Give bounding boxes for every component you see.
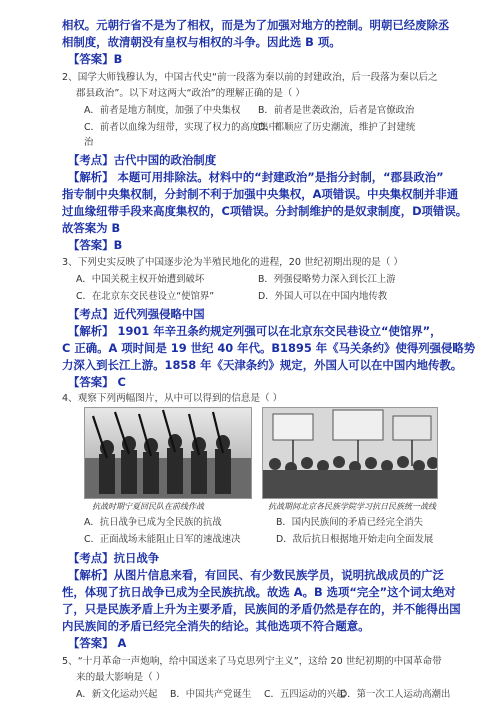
photo-ethnic-students bbox=[262, 407, 438, 499]
q2-explanation-line-2: 指专制中央集权制，分封制不利于加强中央集权，A项错误。中央集权制并非通 bbox=[62, 187, 459, 201]
q4-option-a: A．抗日战争已成为全民族的抗战 bbox=[84, 517, 222, 528]
q3-option-a: A．中国关税主权开始遭到破坏 bbox=[76, 274, 205, 285]
q4-option-c: C．正面战场未能阻止日军的速战速决 bbox=[84, 534, 241, 545]
q4-explanation-line-1: 【解析】从图片信息来看，有回民、有少数民族学员，说明抗战成员的广泛 bbox=[68, 568, 444, 582]
q5-option-d: D．第一次工人运动高潮出 bbox=[340, 689, 451, 700]
q5-option-c: C．五四运动的兴起 bbox=[264, 689, 346, 700]
q2-explanation-line-4: 故答案为 B bbox=[62, 221, 121, 235]
q2-answer: 【答案】B bbox=[68, 238, 123, 252]
q2-option-d-line-2: 治 bbox=[84, 137, 94, 148]
q2-option-c: C．前者以血缘为纽带，实现了权力的高度集中 bbox=[84, 122, 279, 133]
q4-explanation-line-4: 内民族间的矛盾已经完全消失的结论。其他选项不符合题意。 bbox=[62, 619, 370, 633]
q2-kaodian: 【考点】古代中国的政治制度 bbox=[68, 153, 217, 167]
q4-stem: 4、观察下列两幅图片，从中可以得到的信息是（ ） bbox=[62, 393, 283, 404]
q3-kaodian: 【考点】近代列强侵略中国 bbox=[68, 307, 205, 321]
q2-explanation-line-3: 过血缘纽带手段来高度集权的，C项错误。分封制维护的是奴隶制度，D项错误。 bbox=[62, 204, 468, 218]
q5-stem-line-2: 来的最大影响是（ ） bbox=[76, 672, 166, 683]
q2-option-b: B．前者是世袭政治，后者是官僚政治 bbox=[258, 105, 415, 116]
q2-explanation-line-1: 【解析】 本题可用排除法。材料中的“封建政治”是指分封制，“郡县政治” bbox=[68, 170, 444, 184]
photo-hui-soldiers-caption: 抗战时期宁夏回民队在前线作战 bbox=[92, 502, 204, 511]
q1-answer: 【答案】B bbox=[68, 52, 123, 66]
q4-option-d: D．敌后抗日根据地开始走向全面发展 bbox=[276, 534, 434, 545]
q3-option-b: B．列强侵略势力深入到长江上游 bbox=[258, 274, 396, 285]
q3-option-d: D．外国人可以在中国内地传教 bbox=[258, 291, 388, 302]
photo-hui-soldiers bbox=[84, 407, 252, 499]
q5-option-b: B．中国共产党诞生 bbox=[170, 689, 252, 700]
q4-answer: 【答案】 A bbox=[68, 636, 127, 650]
q3-explanation-line-1: 【解析】 1901 年辛丑条约规定列强可以在北京东交民巷设立“使馆界”， bbox=[68, 324, 442, 338]
q2-option-a: A．前者是地方制度，加强了中央集权 bbox=[84, 105, 241, 116]
q3-stem: 3、下列史实反映了中国逐步沦为半殖民地化的进程，20 世纪初期出现的是（ ） bbox=[62, 257, 404, 268]
q5-stem-line-1: 5、“十月革命一声炮响，给中国送来了马克思列宁主义”，这给 20 世纪初期的中国革命带 bbox=[62, 656, 442, 667]
q4-explanation-line-3: 了，只是民族矛盾上升为主要矛盾，民族间的矛盾仍然是存在的，并不能得出国 bbox=[62, 602, 461, 616]
q4-kaodian: 【考点】抗日战争 bbox=[68, 551, 160, 565]
q5-option-a: A．新文化运动兴起 bbox=[76, 689, 158, 700]
q3-explanation-line-3: 力深入到长江上游。1858 年《天津条约》规定，外国人可以在中国内地传教。 bbox=[62, 358, 463, 372]
photo-ethnic-students-image bbox=[263, 408, 438, 499]
q3-answer: 【答案】 C bbox=[68, 375, 126, 389]
q4-explanation-line-2: 性，体现了抗日战争已成为全民族抗战。故选 A。B 选项“完全”这个词太绝对 bbox=[62, 585, 456, 599]
q2-option-d-line-1: D．都顺应了历史潮流，维护了封建统 bbox=[258, 122, 416, 133]
q1-explanation-line-2: 相制度，故清朝没有皇权与相权的斗争。因此选 B 项。 bbox=[62, 35, 341, 49]
photo-ethnic-students-caption: 抗战期间北京各民族学院学习抗日民族统一战线 bbox=[268, 502, 436, 511]
q4-option-b: B．国内民族间的矛盾已经完全消失 bbox=[276, 517, 424, 528]
q3-option-c: C．在北京东交民巷设立“使馆界” bbox=[76, 291, 215, 302]
q2-stem-line-1: 2、国学大师钱穆认为，中国古代史“前一段落为秦以前的封建政治，后一段落为秦以后之 bbox=[62, 72, 438, 83]
q3-explanation-line-2: C 正确。A 项时间是 19 世纪 40 年代。B1895 年《马关条约》使得列强侵略势 bbox=[62, 341, 476, 355]
q1-explanation-line-1: 相权。元朝行省不是为了相权，而是为了加强对地方的控制。明朝已经废除丞 bbox=[62, 18, 450, 32]
photo-hui-soldiers-image bbox=[85, 408, 252, 499]
q2-stem-line-2: 郡县政治”。以下对这两大“政治”的理解正确的是（ ） bbox=[76, 88, 306, 99]
